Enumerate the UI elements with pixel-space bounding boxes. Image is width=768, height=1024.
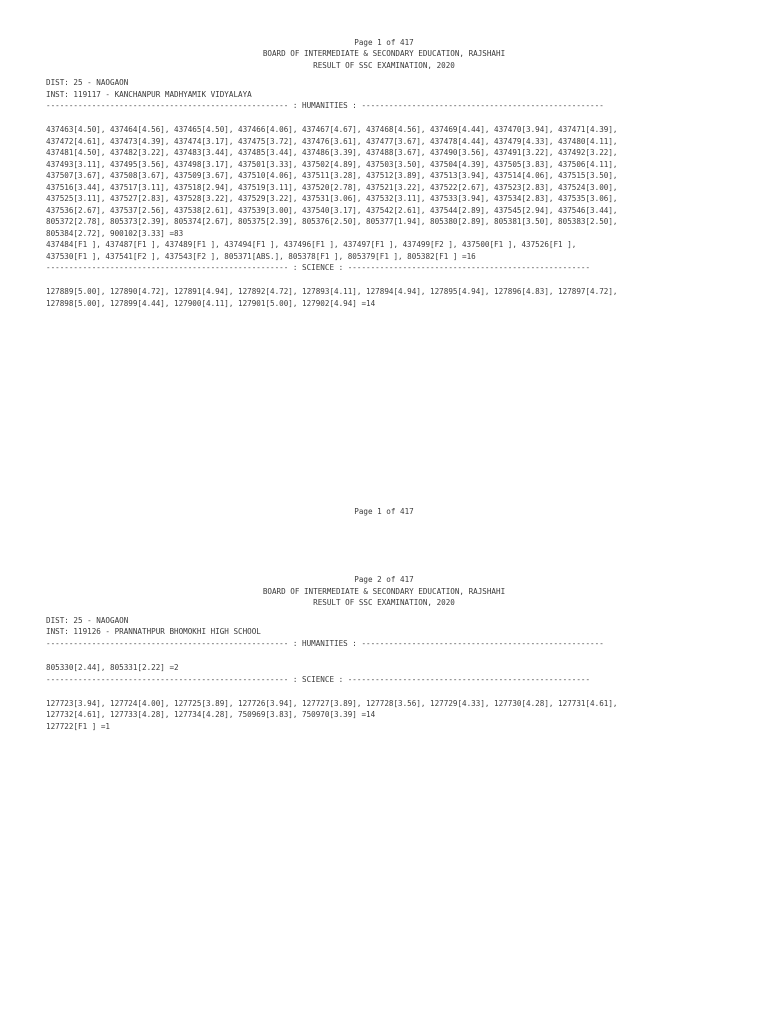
board-title: BOARD OF INTERMEDIATE & SECONDARY EDUCATION, RAJSHAHI: [262, 49, 506, 58]
result-row: 437536[2.67], 437537[2.56], 437538[2.61], 437539[3.00], 437540[3.17], 437542[2.61], 437544[2.89], 437545[2.94], 437546[3.44],: [46, 206, 618, 215]
institution-line: INST: 119126 - PRANNATHPUR BHOMOKHI HIGH SCHOOL: [46, 627, 261, 636]
result-row: 127722[F1 ] =1: [46, 722, 111, 731]
result-row: 437516[3.44], 437517[3.11], 437518[2.94], 437519[3.11], 437520[2.78], 437521[3.22], 437522[2.67], 437523[2.83], 437524[3.00],: [46, 183, 618, 192]
result-row: 437484[F1 ], 437487[F1 ], 437489[F1 ], 437494[F1 ], 437496[F1 ], 437497[F1 ], 437499[F2 ], 437500[F1 ], 437526[F1 ],: [46, 240, 577, 249]
science-divider: ----------------------------------------------------- : SCIENCE : -----------------------------------------------------: [46, 675, 591, 684]
result-row: 127898[5.00], 127899[4.44], 127900[4.11], 127901[5.00], 127902[4.94] =14: [46, 299, 376, 308]
humanities-divider: ----------------------------------------------------- : HUMANITIES : -----------------------------------------------------: [46, 639, 604, 648]
result-row: 437530[F1 ], 437541[F2 ], 437543[F2 ], 805371[ABS.], 805378[F1 ], 805379[F1 ], 805382[F1 ] =16: [46, 252, 476, 261]
district-line: DIST: 25 - NAOGAON: [46, 616, 129, 625]
result-row: 437493[3.11], 437495[3.56], 437498[3.17], 437501[3.33], 437502[4.89], 437503[3.50], 437504[4.39], 437505[3.83], 437506[4.11],: [46, 160, 618, 169]
institution-line: INST: 119117 - KANCHANPUR MADHYAMIK VIDYALAYA: [46, 90, 252, 99]
science-divider: ----------------------------------------------------- : SCIENCE : -----------------------------------------------------: [46, 263, 591, 272]
page-header-number: Page 2 of 417: [354, 575, 414, 584]
humanities-divider: ----------------------------------------------------- : HUMANITIES : -----------------------------------------------------: [46, 101, 604, 110]
result-row: 127732[4.61], 127733[4.28], 127734[4.28], 750969[3.83], 750970[3.39] =14: [46, 710, 376, 719]
page-footer-number: Page 1 of 417: [354, 507, 414, 516]
result-row: 437481[4.50], 437482[3.22], 437483[3.44], 437485[3.44], 437486[3.39], 437488[3.67], 437490[3.56], 437491[3.22], 437492[3.22],: [46, 148, 618, 157]
page-header-number: Page 1 of 417: [354, 38, 414, 47]
result-row: 437463[4.50], 437464[4.56], 437465[4.50], 437466[4.06], 437467[4.67], 437468[4.56], 437469[4.44], 437470[3.94], 437471[4.39],: [46, 125, 618, 134]
result-row: 805384[2.72], 900102[3.33] =83: [46, 229, 184, 238]
exam-title: RESULT OF SSC EXAMINATION, 2020: [313, 61, 455, 70]
result-row: 437472[4.61], 437473[4.39], 437474[3.17], 437475[3.72], 437476[3.61], 437477[3.67], 437478[4.44], 437479[4.33], 437480[4.11],: [46, 137, 618, 146]
result-row: 437507[3.67], 437508[3.67], 437509[3.67], 437510[4.06], 437511[3.28], 437512[3.89], 437513[3.94], 437514[4.06], 437515[3.50],: [46, 171, 618, 180]
result-row: 127889[5.00], 127890[4.72], 127891[4.94], 127892[4.72], 127893[4.11], 127894[4.94], 127895[4.94], 127896[4.83], 127897[4.72],: [46, 287, 618, 296]
exam-title: RESULT OF SSC EXAMINATION, 2020: [313, 598, 455, 607]
result-row: 437525[3.11], 437527[2.83], 437528[3.22], 437529[3.22], 437531[3.06], 437532[3.11], 437533[3.94], 437534[2.83], 437535[3.06],: [46, 194, 618, 203]
result-row: 805372[2.78], 805373[2.39], 805374[2.67], 805375[2.39], 805376[2.50], 805377[1.94], 805380[2.89], 805381[3.50], 805383[2.50],: [46, 217, 618, 226]
district-line: DIST: 25 - NAOGAON: [46, 78, 129, 87]
result-row: 805330[2.44], 805331[2.22] =2: [46, 663, 179, 672]
result-row: 127723[3.94], 127724[4.00], 127725[3.89], 127726[3.94], 127727[3.89], 127728[3.56], 127729[4.33], 127730[4.28], 127731[4.61],: [46, 699, 618, 708]
board-title: BOARD OF INTERMEDIATE & SECONDARY EDUCATION, RAJSHAHI: [262, 587, 506, 596]
